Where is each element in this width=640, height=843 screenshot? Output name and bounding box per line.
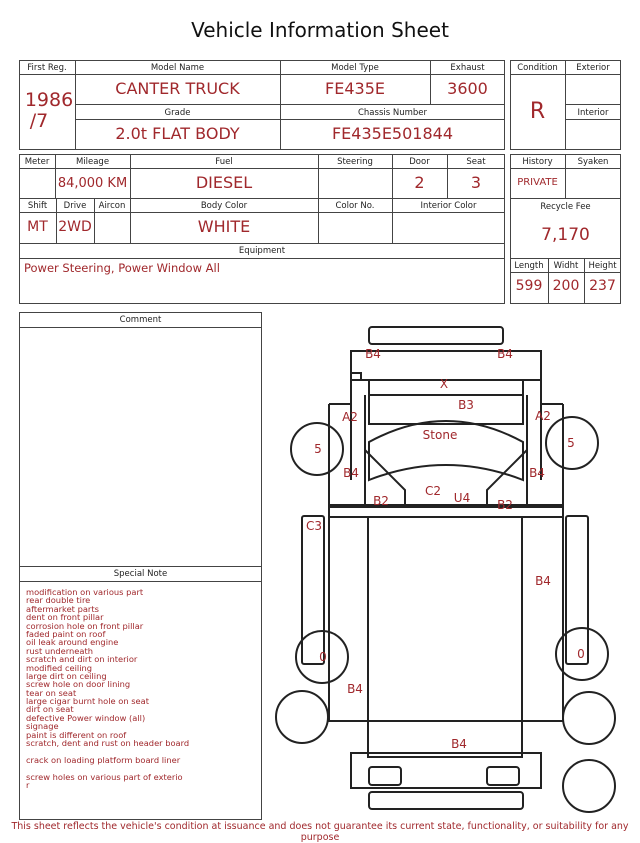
mark-rear-right-tire: 0 <box>577 647 585 661</box>
special-note-item: signage <box>26 721 59 732</box>
mark-bed-left: B4 <box>347 682 363 696</box>
spare-tire <box>563 760 615 812</box>
height-value: 237 <box>589 278 616 294</box>
special-note-item: r <box>26 779 30 790</box>
mark-front-left-bumper: B4 <box>365 347 381 361</box>
mark-hood: X <box>439 377 449 391</box>
bumper-corner-left <box>351 373 361 380</box>
special-note-item: screw holes on various part of exterio <box>26 771 183 782</box>
special-note-item: oil leak around engine <box>26 637 119 648</box>
mark-front-right-tire: 5 <box>567 436 575 450</box>
door-label: Door <box>409 157 430 167</box>
model-type-value: FE435E <box>325 79 385 98</box>
mark-right-bed-side: B4 <box>535 574 551 588</box>
rear-step <box>369 792 523 809</box>
aircon-label: Aircon <box>98 201 126 211</box>
body-color-label: Body Color <box>200 201 248 211</box>
mark-windshield: Stone <box>422 428 458 442</box>
condition-value: R <box>529 99 546 124</box>
comment-label: Comment <box>119 315 162 325</box>
special-note-item: scratch and dirt on interior <box>26 654 138 665</box>
interior-label: Interior <box>577 108 609 118</box>
special-note-item: rust underneath <box>26 645 93 656</box>
special-note-item: screw hole on door lining <box>26 679 131 690</box>
width-value: 200 <box>552 278 580 294</box>
special-note-list <box>26 588 258 789</box>
mark-grille: B3 <box>458 398 474 412</box>
equipment-value: Power Steering, Power Window All <box>24 261 220 275</box>
history-label: History <box>522 157 553 167</box>
special-note-item: dirt on seat <box>26 704 74 715</box>
recycle-fee-value: 7,170 <box>541 225 590 245</box>
mark-cab-center: U4 <box>453 491 471 505</box>
mark-front-right-bumper: B4 <box>497 347 513 361</box>
special-note-item: rear double tire <box>26 595 91 606</box>
special-note-label: Special Note <box>113 569 168 579</box>
left-side-panel <box>302 516 324 664</box>
body-color-value: WHITE <box>197 217 251 236</box>
grade-value: 2.0t FLAT BODY <box>115 124 240 143</box>
disclaimer-footer: This sheet reflects the vehicle's condition at issuance and does not guarantee its current state, functionality, or suitability for any purpose <box>11 821 629 843</box>
steering-label: Steering <box>337 157 373 167</box>
syaken-label: Syaken <box>577 157 609 167</box>
mileage-label: Mileage <box>75 157 110 167</box>
length-label: Length <box>514 261 544 271</box>
model-name-label: Model Name <box>150 63 205 73</box>
front-bumper-shape <box>369 327 503 344</box>
page-title: Vehicle Information Sheet <box>191 18 449 42</box>
first-reg-month: /7 <box>29 110 49 132</box>
recycle-fee-label: Recycle Fee <box>540 202 591 212</box>
fuel-value: DIESEL <box>195 173 253 192</box>
height-label: Height <box>588 261 617 271</box>
mark-right-door: B4 <box>529 466 545 480</box>
shift-value: MT <box>27 219 48 235</box>
special-note-item: large dirt on ceiling <box>26 670 107 681</box>
exterior-label: Exterior <box>576 63 610 73</box>
mileage-value: 84,000 KM <box>57 176 128 191</box>
exhaust-value: 3600 <box>447 79 488 98</box>
drive-label: Drive <box>63 201 87 211</box>
seat-label: Seat <box>466 157 486 167</box>
condition-label: Condition <box>517 63 558 73</box>
mark-front-left-tire: 5 <box>314 442 322 456</box>
special-note-item: scratch, dent and rust on header board <box>26 738 190 749</box>
special-note-item: modification on various part <box>26 587 144 597</box>
seat-value: 3 <box>470 173 482 192</box>
exhaust-label: Exhaust <box>450 63 485 73</box>
special-note-item: dent on front pillar <box>26 612 104 623</box>
grade-label: Grade <box>164 108 191 118</box>
chassis-number-value: FE435E501844 <box>331 124 454 143</box>
length-value: 599 <box>515 278 543 294</box>
equipment-label: Equipment <box>238 246 286 256</box>
first-reg-label: First Reg. <box>27 63 67 73</box>
special-note-item: aftermarket parts <box>26 603 99 614</box>
cab-floor <box>329 507 563 517</box>
special-note-item: paint is different on roof <box>26 729 127 740</box>
special-note-item: defective Power window (all) <box>26 712 146 723</box>
special-note-item: tear on seat <box>26 687 77 698</box>
mark-right-step: B2 <box>497 498 513 512</box>
mark-bed-rear: B4 <box>451 737 467 751</box>
rear-left-tire-outer <box>276 691 328 743</box>
drive-value: 2WD <box>58 219 92 235</box>
special-note-item: large cigar burnt hole on seat <box>26 696 149 707</box>
shift-label: Shift <box>27 201 48 211</box>
interior-color-label: Interior Color <box>420 201 477 211</box>
history-value: PRIVATE <box>517 177 558 188</box>
rear-bumper-outline <box>351 753 541 788</box>
truck-bed-outline <box>329 517 563 721</box>
special-note-item: crack on loading platform board liner <box>26 754 181 765</box>
mark-rear-left-tire: 0 <box>319 650 327 664</box>
fuel-label: Fuel <box>215 157 233 167</box>
meter-label: Meter <box>24 157 50 167</box>
right-side-panel <box>566 516 588 664</box>
special-note-item: modified ceiling <box>26 662 93 673</box>
mark-left-step: B2 <box>373 494 389 508</box>
color-no-label: Color No. <box>335 201 375 211</box>
width-label: Widht <box>553 261 579 271</box>
mark-left-pillar: A2 <box>342 410 358 424</box>
mark-left-bed-side: C3 <box>305 519 323 533</box>
mark-cab-roof: C2 <box>424 484 442 498</box>
truck-damage-diagram <box>265 320 635 820</box>
special-note-item: corrosion hole on front pillar <box>26 620 144 631</box>
chassis-number-label: Chassis Number <box>357 108 428 118</box>
rear-right-tire-outer <box>563 692 615 744</box>
mark-right-pillar: A2 <box>535 409 551 423</box>
model-type-label: Model Type <box>331 63 379 73</box>
door-value: 2 <box>414 173 425 192</box>
first-reg-year: 1986 <box>24 89 74 111</box>
special-note-item: faded paint on roof <box>26 628 106 639</box>
mark-left-door: B4 <box>343 466 359 480</box>
model-name-value: CANTER TRUCK <box>115 79 240 98</box>
